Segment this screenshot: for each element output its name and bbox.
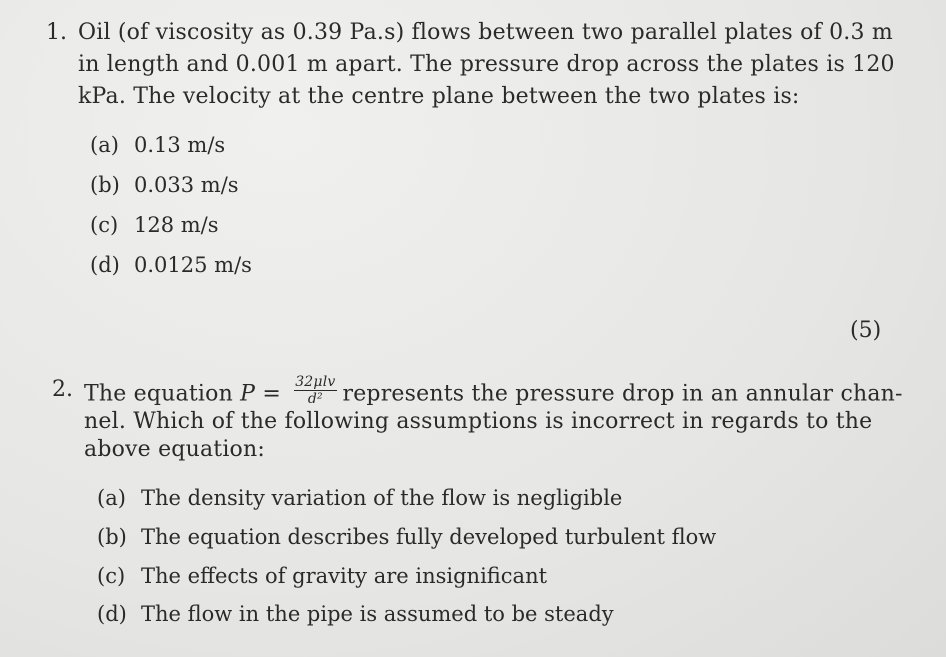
question-1-option-c xyxy=(90,215,219,236)
question-1-line-1: Oil (of viscosity as 0.39 Pa.s) flows between two parallel plates of 0.3 m xyxy=(78,20,893,45)
option-letter: (a) xyxy=(90,133,119,157)
option-text: 0.13 m/s xyxy=(134,133,226,157)
option-letter: (b) xyxy=(90,173,120,197)
option-text: The equation describes fully developed turbulent flow xyxy=(141,525,717,549)
option-letter: (b) xyxy=(97,525,127,549)
fraction-denominator: d² xyxy=(307,391,323,407)
option-text: 0.033 m/s xyxy=(134,173,239,197)
option-text: The density variation of the flow is negligible xyxy=(141,486,623,510)
equation-equals: = xyxy=(255,381,289,407)
question-1-option-a xyxy=(90,135,225,156)
question-2-line-3: above equation: xyxy=(84,437,265,462)
equation-variable: P xyxy=(240,381,256,407)
option-text: 128 m/s xyxy=(134,213,219,237)
question-2-option-c xyxy=(97,566,547,587)
question-1-option-b xyxy=(90,175,239,196)
question-2-line-1 xyxy=(84,374,903,410)
option-letter: (d) xyxy=(90,253,120,277)
question-2-line-2: nel. Which of the following assumptions is incorrect in regards to the xyxy=(84,409,873,434)
option-text: The effects of gravity are insignificant xyxy=(141,564,548,588)
option-letter: (d) xyxy=(97,602,127,626)
question-2-text-before: The equation xyxy=(84,381,233,407)
fraction-numerator: 32μlv xyxy=(295,374,336,390)
question-1-line-2: in length and 0.001 m apart. The pressure drop across the plates is 120 xyxy=(78,52,895,77)
question-2-option-b xyxy=(97,527,716,548)
question-1-line-3: kPa. The velocity at the centre plane between the two plates is: xyxy=(78,84,800,109)
option-text: 0.0125 m/s xyxy=(134,253,252,277)
question-2-text-after: represents the pressure drop in an annular chan- xyxy=(342,381,903,407)
option-letter: (a) xyxy=(97,486,126,510)
option-letter: (c) xyxy=(97,564,126,588)
question-2-number: 2. xyxy=(52,377,73,402)
question-1-marks: (5) xyxy=(850,318,882,343)
option-text: The flow in the pipe is assumed to be steady xyxy=(141,602,614,626)
question-2-option-d xyxy=(97,604,614,625)
equation-fraction xyxy=(294,375,336,406)
question-1-option-d xyxy=(90,255,252,276)
question-2-option-a xyxy=(97,488,622,509)
option-letter: (c) xyxy=(90,213,119,237)
question-1-number: 1. xyxy=(46,20,67,45)
